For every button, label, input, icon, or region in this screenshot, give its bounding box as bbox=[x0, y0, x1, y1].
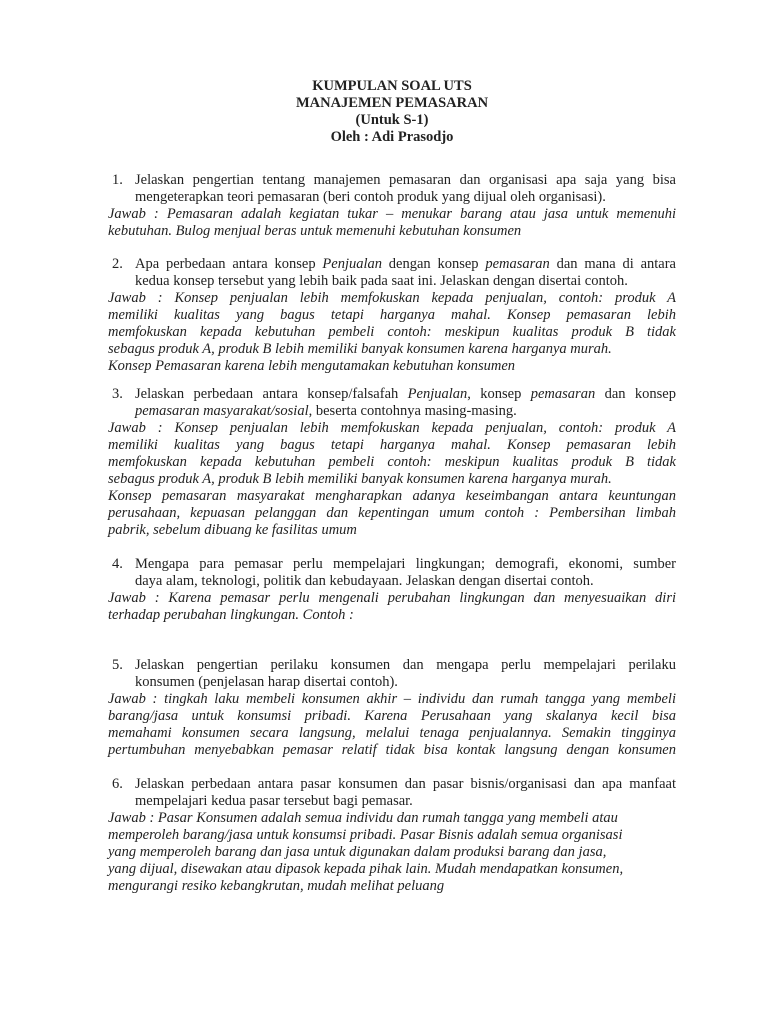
question-text: Jelaskan pengertian perilaku konsumen dan mengapa perlu mempelajari perilaku bbox=[135, 657, 676, 673]
question-text-line bbox=[135, 189, 676, 206]
answer-text-line: perusahaan, kepuasan pelanggan dan kepentingan umum contoh : Pembersihan limbah bbox=[108, 505, 676, 521]
question-text-line bbox=[135, 172, 676, 189]
emphasized-term: Penjualan bbox=[322, 256, 383, 272]
answer-text-line: Konsep Pemasaran karena lebih mengutamakan kebutuhan konsumen bbox=[108, 358, 515, 374]
question-text: Jelaskan perbedaan antara pasar konsumen dan pasar bisnis/organisasi dan apa manfaat bbox=[135, 776, 676, 792]
question-text-line bbox=[135, 793, 676, 810]
question-text: daya alam, teknologi, politik dan kebudayaan. Jelaskan dengan disertai contoh. bbox=[135, 573, 594, 589]
answer-text-line: Jawab : Pasar Konsumen adalah semua individu dan rumah tangga yang membeli atau bbox=[108, 810, 618, 826]
question-text: kedua konsep tersebut yang lebih baik pada saat ini. Jelaskan dengan disertai contoh. bbox=[135, 273, 628, 289]
answer-text-line: memiliki kualitas yang bagus tetapi harganya mahal. Konsep pemasaran lebih bbox=[108, 307, 676, 323]
question-number: 6. bbox=[112, 776, 123, 792]
question-number: 3. bbox=[112, 386, 123, 402]
question-number: 1. bbox=[112, 172, 123, 188]
question-text-line bbox=[135, 386, 676, 403]
answer-text-line: mengurangi resiko kebangkrutan, mudah melihat peluang bbox=[108, 878, 445, 894]
emphasized-term: Penjualan bbox=[407, 386, 468, 402]
answer-text-line: Jawab : Pemasaran adalah kegiatan tukar – menukar barang atau jasa untuk memenuhi bbox=[108, 206, 676, 222]
answer-text-line: yang memperoleh barang dan jasa untuk digunakan dalam produksi barang dan jasa, bbox=[108, 844, 607, 860]
answer-text-line: kebutuhan. Bulog menjual beras untuk memenuhi kebutuhan konsumen bbox=[108, 223, 522, 239]
answer-text-line: sebagus produk A, produk B lebih memiliki banyak konsumen karena harganya murah. bbox=[108, 471, 612, 487]
emphasized-term: pemasaran masyarakat/sosial bbox=[135, 403, 309, 419]
document-author: Oleh : Adi Prasodjo bbox=[330, 129, 454, 145]
answer-text-line: barang/jasa untuk konsumsi pribadi. Karena Perusahaan yang skalanya kecil bisa bbox=[108, 708, 676, 724]
document-subject: MANAJEMEN PEMASARAN bbox=[295, 95, 489, 111]
document-level: (Untuk S-1) bbox=[355, 112, 429, 128]
question-text: , beserta contohnya masing-masing. bbox=[308, 403, 517, 419]
document-title: KUMPULAN SOAL UTS bbox=[312, 78, 472, 94]
answer-text-line: Jawab : Konsep penjualan lebih memfokuskan kepada penjualan, contoh: produk A bbox=[108, 420, 676, 436]
question-text-line bbox=[135, 403, 676, 420]
answer-text-line: yang dijual, disewakan atau dipasok kepada pihak lain. Mudah mendapatkan konsumen, bbox=[108, 861, 624, 877]
answer-text-line: Jawab : Konsep penjualan lebih memfokuskan kepada penjualan, contoh: produk A bbox=[108, 290, 676, 306]
answer-text-line: memahami konsumen secara langsung, melalui tenaga penjualannya. Semakin tingginya bbox=[108, 725, 676, 741]
question-text: , konsep bbox=[467, 386, 531, 402]
question-text: mengeterapkan teori pemasaran (beri contoh produk yang dijual oleh organisasi). bbox=[135, 189, 606, 205]
emphasized-term: pemasaran bbox=[485, 256, 550, 272]
question-text-line bbox=[135, 573, 676, 590]
question-text: dan mana di antara bbox=[549, 256, 676, 272]
answer-text-line: terhadap perubahan lingkungan. Contoh : bbox=[108, 607, 354, 623]
emphasized-term: pemasaran bbox=[530, 386, 596, 402]
question-text: dengan konsep bbox=[382, 256, 486, 272]
question-text: Jelaskan pengertian tentang manajemen pemasaran dan organisasi apa saja yang bisa bbox=[135, 172, 676, 188]
question-number: 2. bbox=[112, 256, 123, 272]
question-text-line bbox=[135, 273, 676, 290]
answer-text-line: pertumbuhan menyebabkan pemasar relatif tidak bisa kontak langsung dengan konsumen bbox=[108, 742, 676, 758]
answer-text-line: memiliki kualitas yang bagus tetapi harganya mahal. Konsep pemasaran lebih bbox=[108, 437, 676, 453]
answer-text-line: Konsep pemasaran masyarakat mengharapkan adanya keseimbangan antara keuntungan bbox=[108, 488, 676, 504]
answer-text-line: sebagus produk A, produk B lebih memiliki banyak konsumen karena harganya murah. bbox=[108, 341, 612, 357]
question-text-line bbox=[135, 776, 676, 793]
question-text-line bbox=[135, 256, 676, 273]
question-text: mempelajari kedua pasar tersebut bagi pemasar. bbox=[135, 793, 413, 809]
answer-text-line: Jawab : tingkah laku membeli konsumen akhir – individu dan rumah tangga yang membeli bbox=[108, 691, 676, 707]
answer-text-line: memperoleh barang/jasa untuk konsumsi pribadi. Pasar Bisnis adalah semua organisasi bbox=[108, 827, 623, 843]
question-text: konsumen (penjelasan harap disertai contoh). bbox=[135, 674, 398, 690]
question-number: 5. bbox=[112, 657, 123, 673]
question-text: Jelaskan perbedaan antara konsep/falsafah bbox=[135, 386, 408, 402]
answer-text-line: memfokuskan kepada kebutuhan pembeli contoh: meskipun kualitas produk B tidak bbox=[108, 454, 676, 470]
question-text-line bbox=[135, 657, 676, 674]
question-text: Mengapa para pemasar perlu mempelajari lingkungan; demografi, ekonomi, sumber bbox=[135, 556, 676, 572]
question-text-line bbox=[135, 556, 676, 573]
question-number: 4. bbox=[112, 556, 123, 572]
question-text: Apa perbedaan antara konsep bbox=[135, 256, 323, 272]
answer-text-line: Jawab : Karena pemasar perlu mengenali perubahan lingkungan dan menyesuaikan diri bbox=[108, 590, 676, 606]
answer-text-line: memfokuskan kepada kebutuhan pembeli contoh: meskipun kualitas produk B tidak bbox=[108, 324, 676, 340]
question-text-line bbox=[135, 674, 676, 691]
answer-text-line: pabrik, sebelum dibuang ke fasilitas umum bbox=[108, 522, 357, 538]
question-text: dan konsep bbox=[595, 386, 676, 402]
